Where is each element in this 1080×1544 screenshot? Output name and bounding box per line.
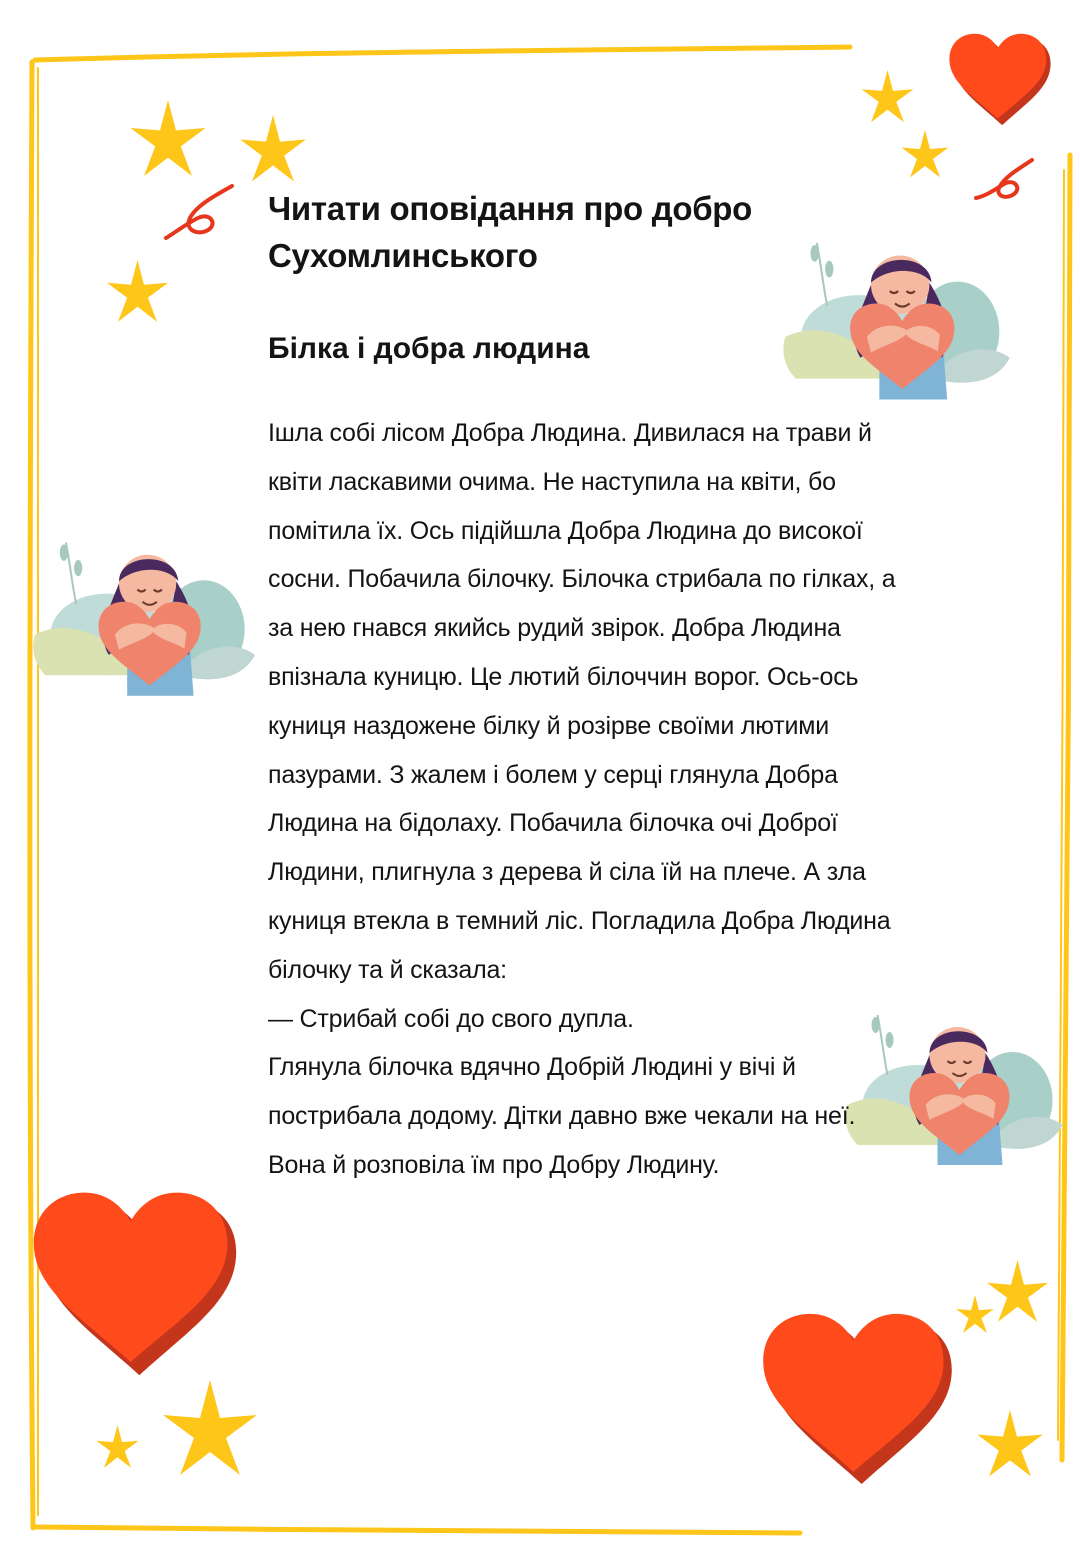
star-icon xyxy=(902,130,949,178)
story-paragraph: Ішла собі лісом Добра Людина. Дивилася на трави й квіти ласкавими очима. Не наступила на квіти, бо помітила їх. Ось підійшла Добра Людина до високої сосни. Побачила білочку. Білочка стрибала по гілках, а за нею гнався якийсь рудий звірок. Добра Людина впізнала куницю. Це лютий білоччин ворог. Ось-ось куниця наздожене білку й розірве своїми лютими пазурами. З жалем і болем у серці глянула Добра Людина на бідолаху. Побачила білочка очі Доброї Людини, плигнула з дерева й сіла їй на плече. А зла куниця втекла в темний ліс. Погладила Добра Людина білочку та й сказала: xyxy=(268,419,896,984)
heart-icon xyxy=(34,1193,236,1376)
star-icon xyxy=(96,1425,138,1468)
star-icon xyxy=(956,1295,994,1333)
story-paragraph: — Стрибай собі до свого дупла. xyxy=(268,1004,634,1033)
star-icon xyxy=(987,1260,1048,1322)
star-icon xyxy=(163,1380,257,1475)
star-icon xyxy=(240,115,306,182)
star-icon xyxy=(107,260,168,322)
story-paragraph: Глянула білочка вдячно Добрій Людині у вічі й пострибала додому. Дітки давно вже чекали на неї. xyxy=(268,1053,856,1131)
woman-hugging-heart-illustration xyxy=(33,542,255,695)
story-content xyxy=(268,185,908,1190)
story-title: Білка і добра людина xyxy=(268,332,590,365)
squiggle-icon xyxy=(976,160,1032,198)
story-paragraph: Вона й розповіла їм про Добру Людину. xyxy=(268,1150,720,1179)
page-title: Читати оповідання про добро Сухомлинського xyxy=(268,190,753,274)
story-text xyxy=(268,409,908,1190)
star-icon xyxy=(977,1410,1043,1477)
squiggle-icon xyxy=(166,186,232,238)
star-icon xyxy=(862,70,914,122)
heart-icon xyxy=(763,1314,952,1484)
heart-icon xyxy=(949,34,1050,125)
star-icon xyxy=(130,100,205,176)
